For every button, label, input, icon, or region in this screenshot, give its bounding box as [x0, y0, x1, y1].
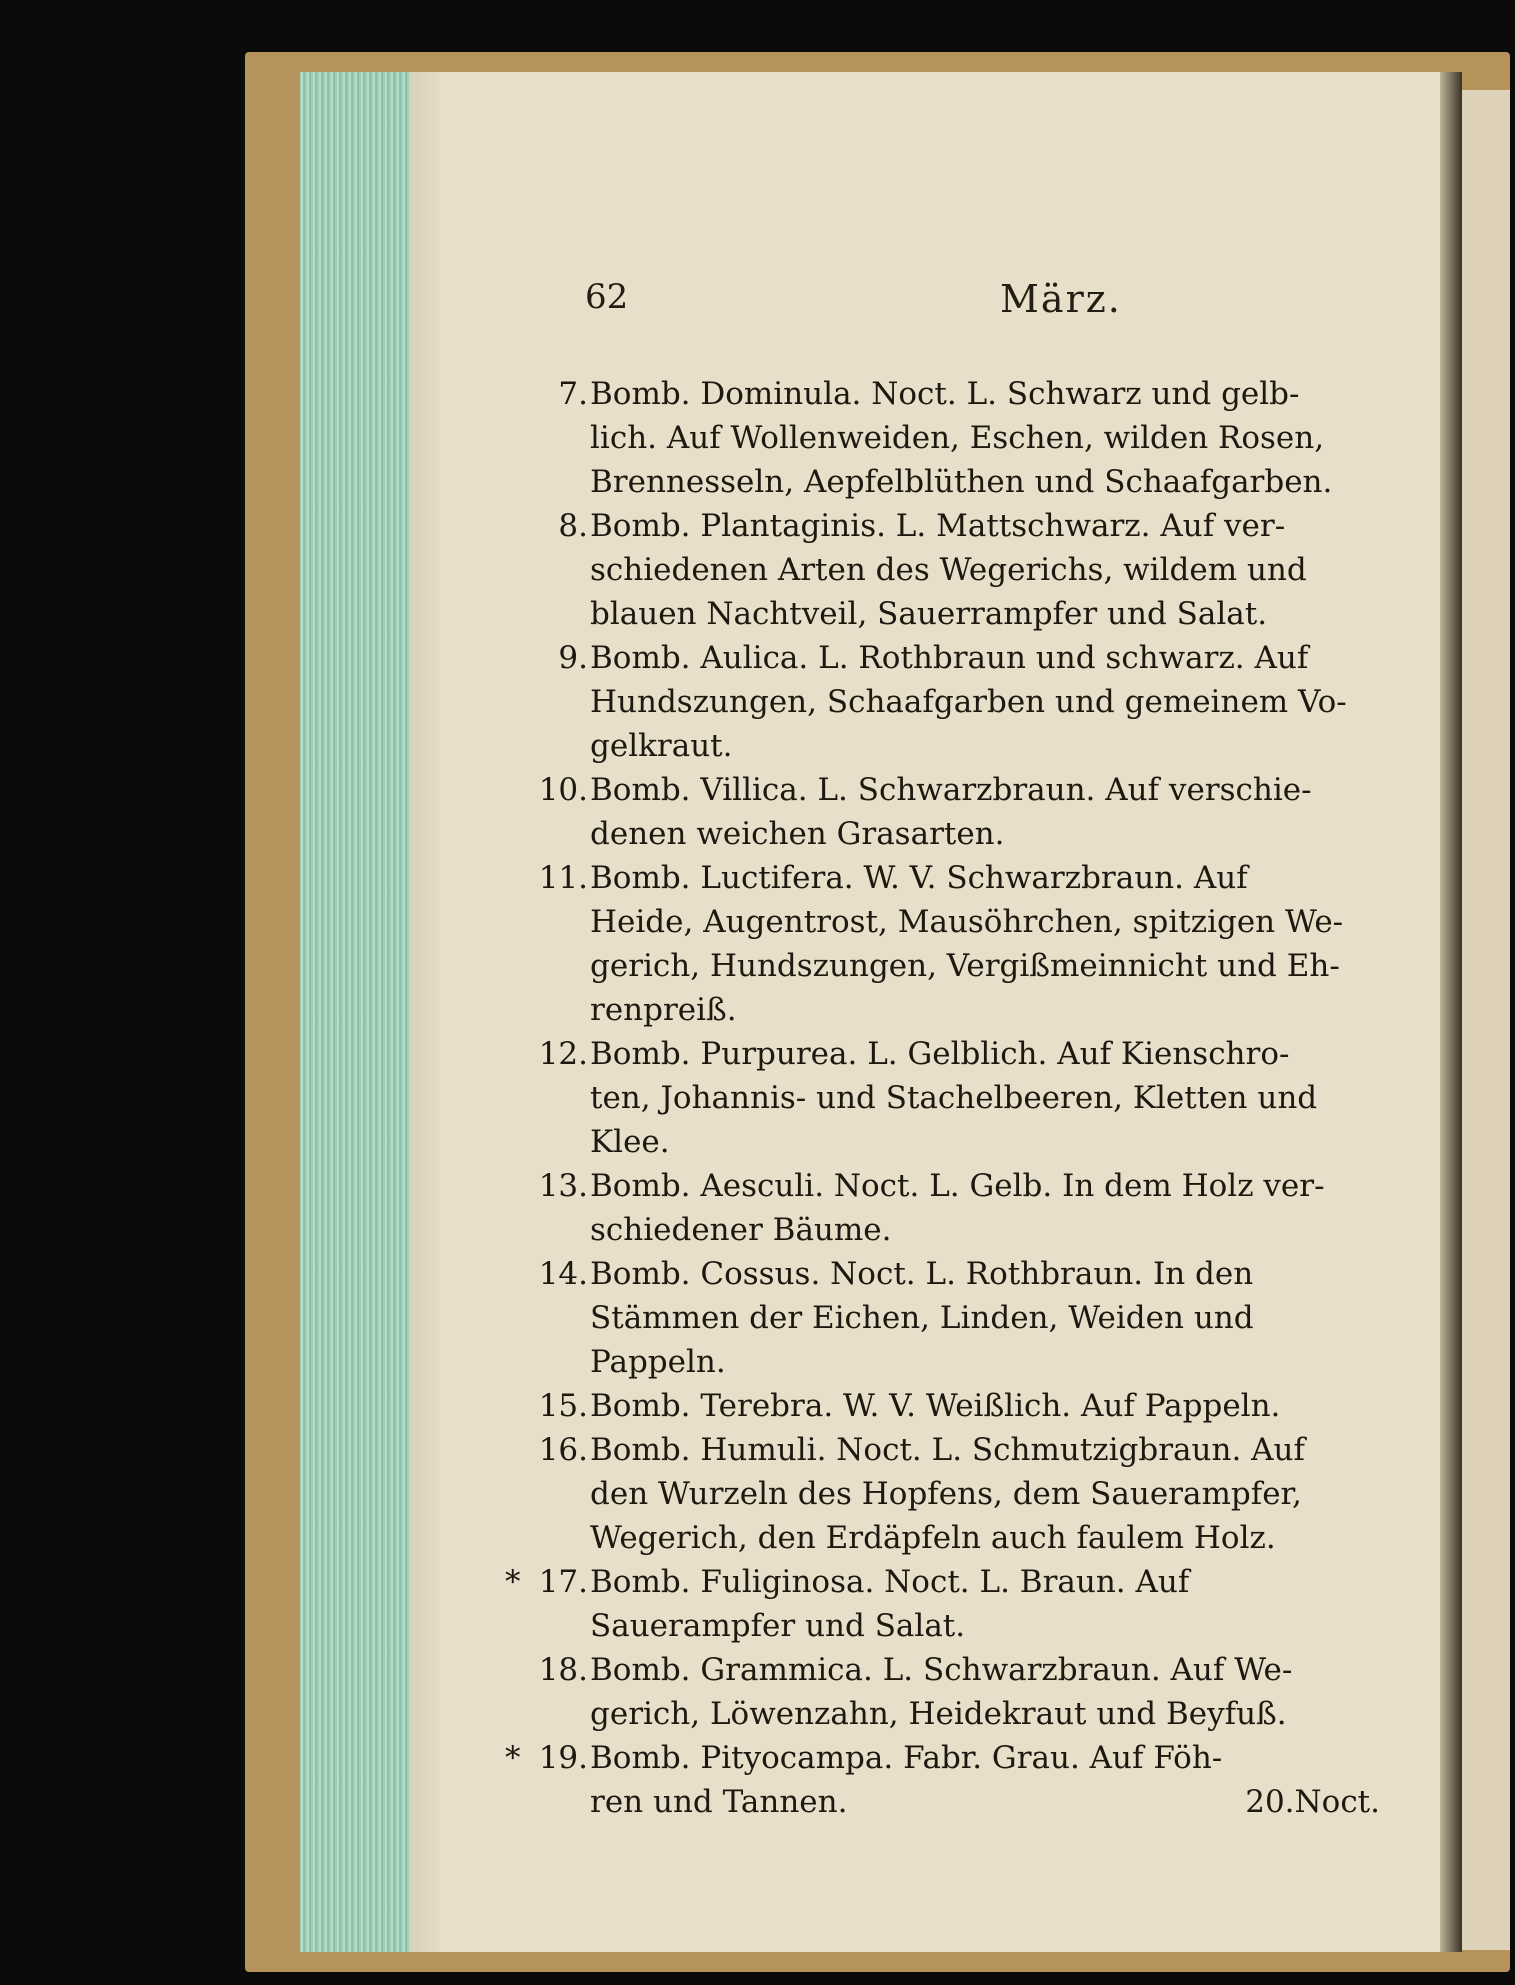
entry-number: 15.	[538, 1388, 588, 1424]
list-item	[538, 856, 1370, 1032]
entry-line: den Wurzeln des Hopfens, dem Sauerampfer,	[590, 1476, 1302, 1512]
list-item	[538, 1428, 1370, 1560]
list-item	[538, 1384, 1370, 1428]
entry-line: blauen Nachtveil, Sauerrampfer und Salat.	[590, 596, 1268, 632]
entry-line: Pappeln.	[590, 1344, 726, 1380]
entry-line: Bomb. Terebra. W. V. Weißlich. Auf Pappeln.	[590, 1388, 1281, 1424]
entry-number: 12.	[538, 1036, 588, 1072]
entry-line: Bomb. Cossus. Noct. L. Rothbraun. In den	[590, 1256, 1254, 1292]
entry-list	[505, 372, 1380, 1824]
entry-line: Bomb. Pityocampa. Fabr. Grau. Auf Föh-	[590, 1740, 1223, 1776]
entry-line: renpreiß.	[590, 992, 737, 1028]
list-item	[538, 1648, 1370, 1736]
entry-line: Bomb. Plantaginis. L. Mattschwarz. Auf ver-	[590, 508, 1286, 544]
entry-line: schiedenen Arten des Wegerichs, wildem und	[590, 552, 1307, 588]
entry-number: 19.	[538, 1740, 588, 1776]
entry-line: schiedener Bäume.	[590, 1212, 892, 1248]
entry-line: denen weichen Grasarten.	[590, 816, 1005, 852]
list-item	[538, 768, 1370, 856]
facing-page-edge	[1462, 90, 1510, 1950]
page-edges	[300, 72, 440, 1952]
book-gutter	[1440, 72, 1462, 1952]
entry-line: Bomb. Humuli. Noct. L. Schmutzigbraun. Auf	[590, 1432, 1305, 1468]
entry-line: Wegerich, den Erdäpfeln auch faulem Holz.	[590, 1520, 1276, 1556]
entry-line: gelkraut.	[590, 728, 733, 764]
entry-number: 10.	[538, 772, 588, 808]
list-item	[505, 1736, 1380, 1824]
entry-line: lich. Auf Wollenweiden, Eschen, wilden Rosen,	[590, 420, 1325, 456]
entry-line: gerich, Hundszungen, Vergißmeinnicht und Eh-	[590, 948, 1340, 984]
entry-line: Bomb. Grammica. L. Schwarzbraun. Auf We-	[590, 1652, 1293, 1688]
entry-line: Hundszungen, Schaafgarben und gemeinem Vo-	[590, 684, 1347, 720]
list-item	[558, 372, 1370, 504]
entry-line: ten, Johannis- und Stachelbeeren, Kletten und	[590, 1080, 1318, 1116]
entry-line: Bomb. Purpurea. L. Gelblich. Auf Kienschro-	[590, 1036, 1290, 1072]
entry-line: Sauerampfer und Salat.	[590, 1608, 966, 1644]
entry-last-row	[590, 1780, 1380, 1824]
entry-line: Brennesseln, Aepfelblüthen und Schaafgarben.	[590, 464, 1333, 500]
list-item	[558, 636, 1370, 768]
book-page	[440, 72, 1440, 1952]
list-item	[505, 1560, 1370, 1648]
entry-line: Bomb. Aesculi. Noct. L. Gelb. In dem Holz ver-	[590, 1168, 1325, 1204]
catchword: 20.Noct.	[1245, 1784, 1380, 1820]
page-number: 62	[585, 277, 629, 317]
entry-number: 8.	[558, 508, 588, 544]
entry-line: Bomb. Luctifera. W. V. Schwarzbraun. Auf	[590, 860, 1248, 896]
entry-line: Heide, Augentrost, Mausöhrchen, spitzigen We-	[590, 904, 1344, 940]
asterisk-mark: *	[505, 1740, 521, 1776]
list-item	[558, 504, 1370, 636]
page-header	[440, 277, 1440, 337]
entry-number: 13.	[538, 1168, 588, 1204]
asterisk-mark: *	[505, 1564, 521, 1600]
entry-line: Bomb. Dominula. Noct. L. Schwarz und gelb-	[590, 376, 1300, 412]
entry-number: 14.	[538, 1256, 588, 1292]
entry-line: Bomb. Villica. L. Schwarzbraun. Auf verschie-	[590, 772, 1312, 808]
list-item	[538, 1164, 1370, 1252]
entry-number: 11.	[538, 860, 588, 896]
entry-line: Bomb. Fuliginosa. Noct. L. Braun. Auf	[590, 1564, 1190, 1600]
entry-number: 7.	[558, 376, 588, 412]
entry-number: 17.	[538, 1564, 588, 1600]
entry-number: 18.	[538, 1652, 588, 1688]
entry-line: Stämmen der Eichen, Linden, Weiden und	[590, 1300, 1254, 1336]
list-item	[538, 1032, 1370, 1164]
entry-line: gerich, Löwenzahn, Heidekraut und Beyfuß.	[590, 1696, 1287, 1732]
entry-number: 16.	[538, 1432, 588, 1468]
entry-number: 9.	[558, 640, 588, 676]
entry-line: Bomb. Aulica. L. Rothbraun und schwarz. Auf	[590, 640, 1309, 676]
running-title: März.	[1000, 277, 1122, 321]
entry-line: ren und Tannen.	[590, 1784, 848, 1820]
entry-line: Klee.	[590, 1124, 670, 1160]
list-item	[538, 1252, 1370, 1384]
